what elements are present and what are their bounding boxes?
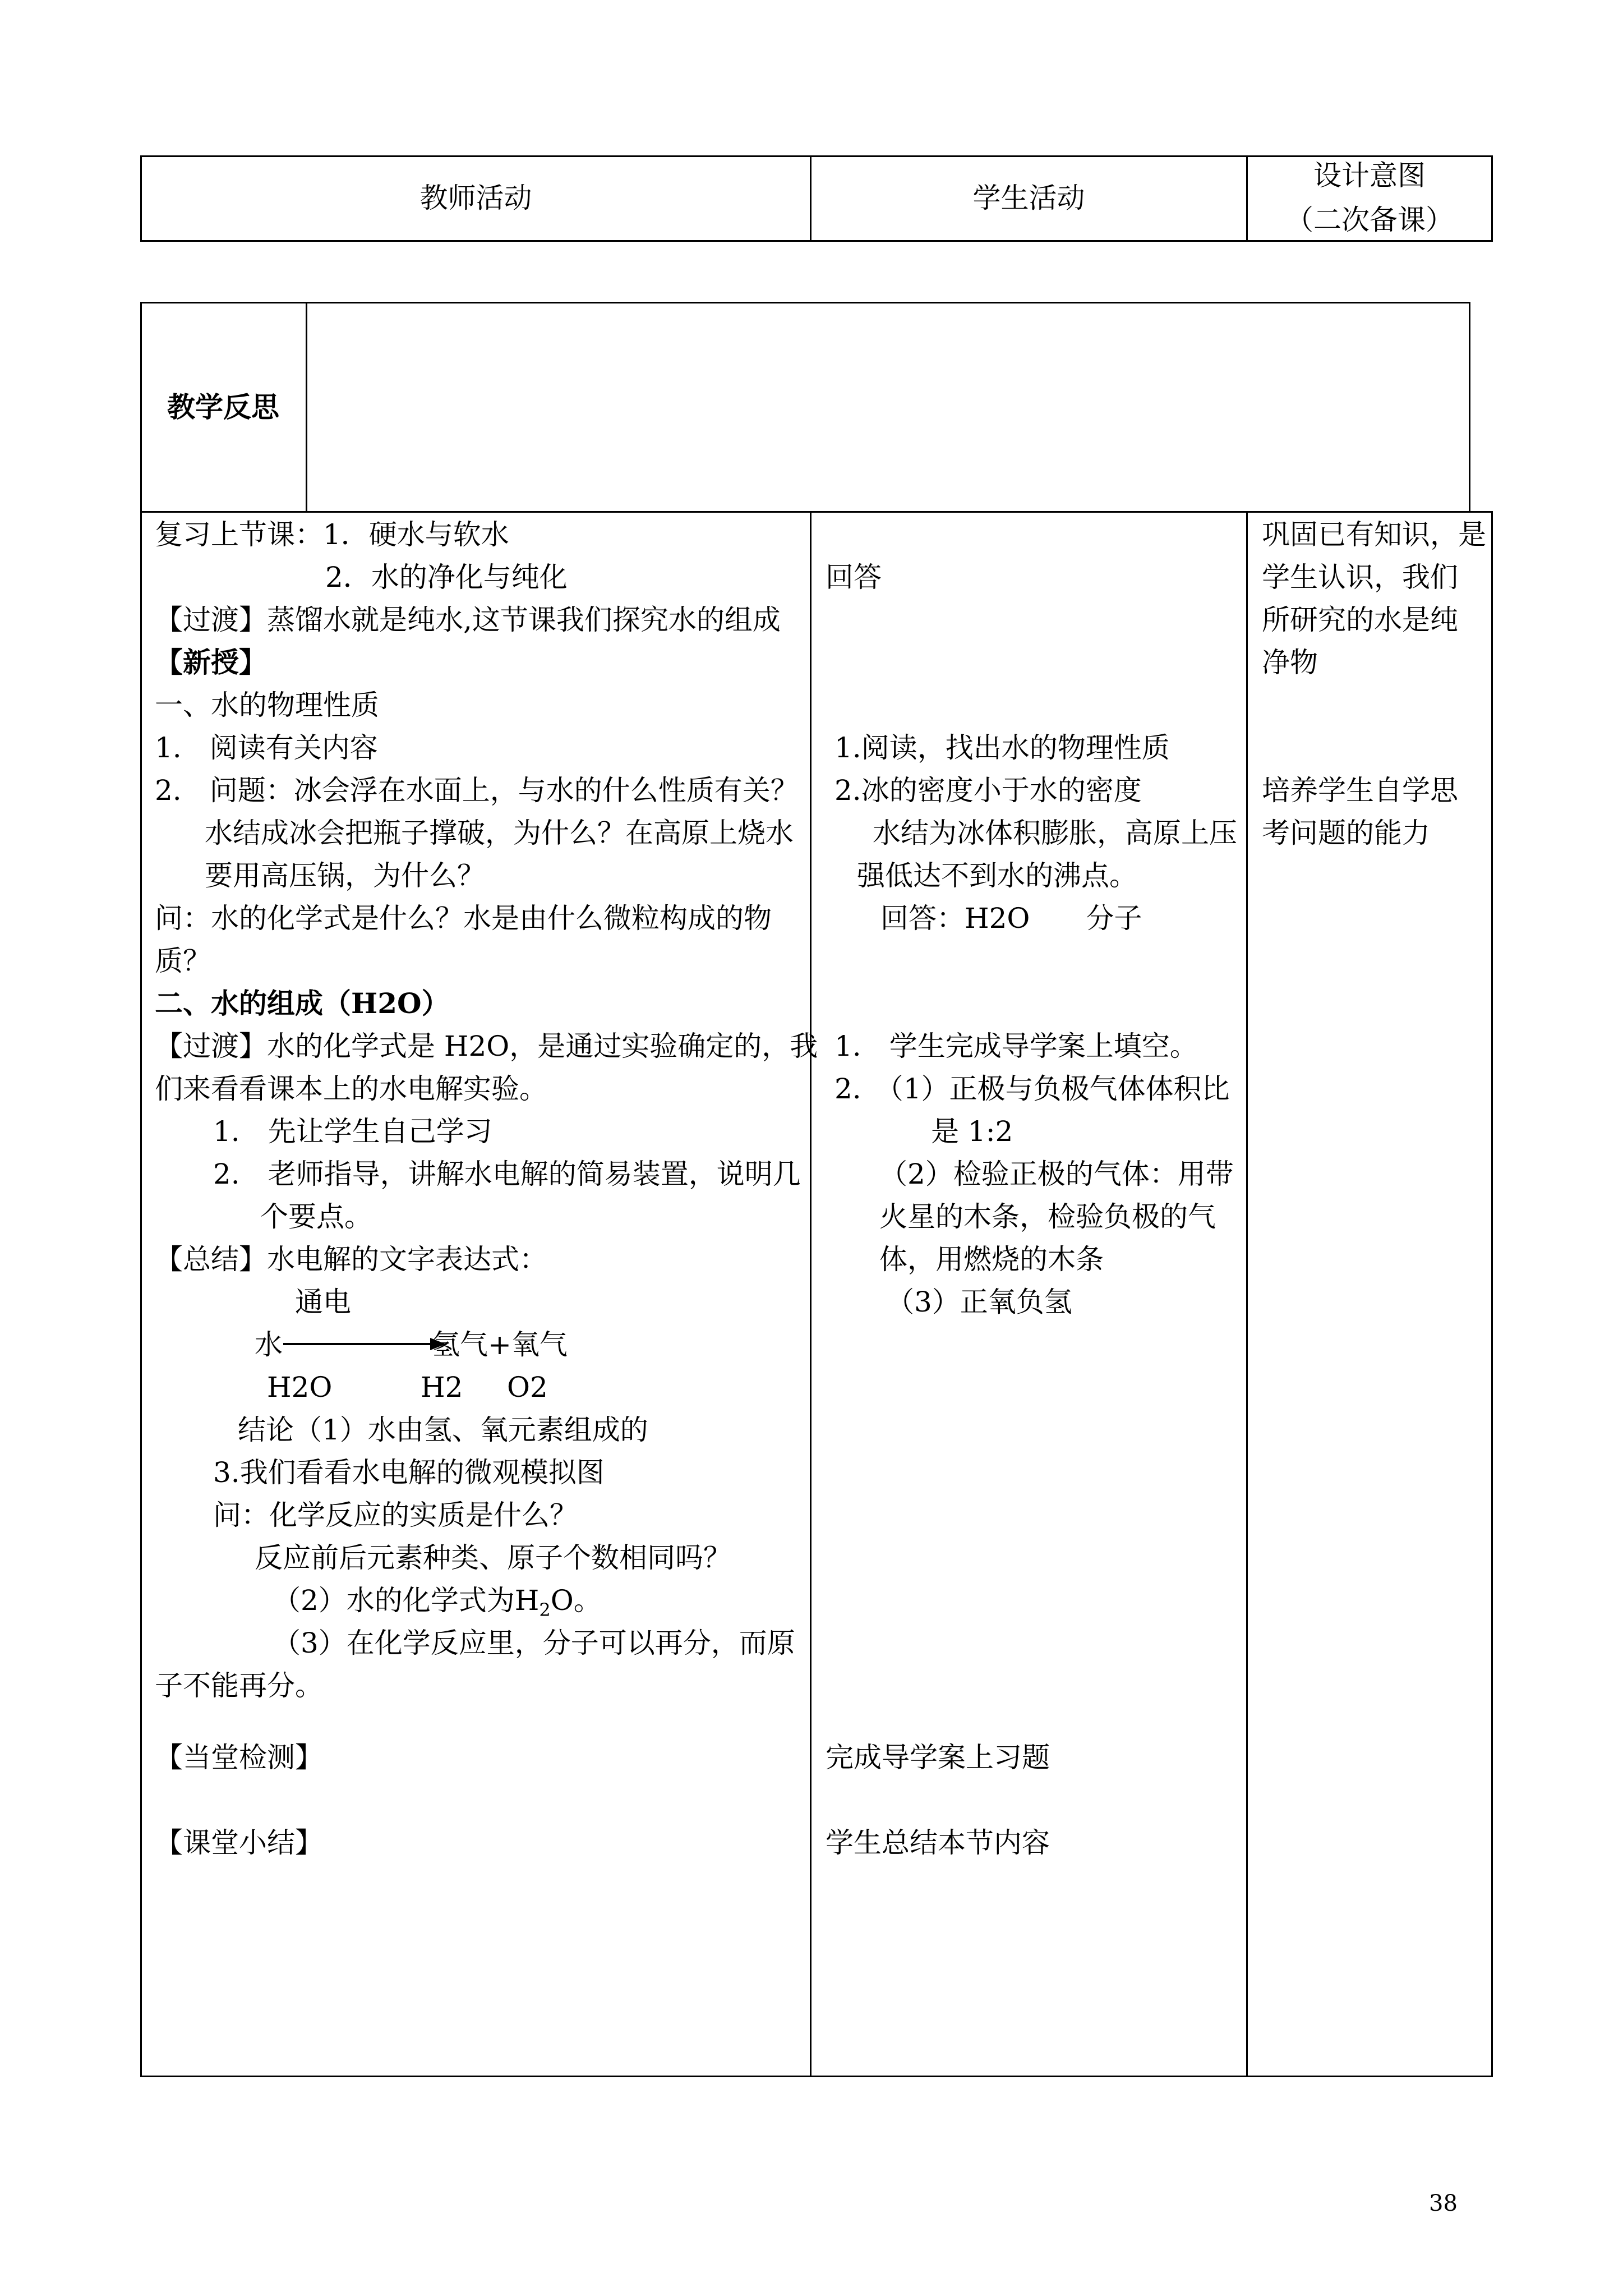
student-step-2-cont: 是 1:2 (931, 1115, 1013, 1148)
student-answer-formula: 回答：H2O 分子 (880, 902, 1142, 935)
design-line-4: 净物 (1262, 646, 1318, 679)
teacher-step-1: 1. 先让学生自己学习 (213, 1115, 492, 1148)
student-item-2-cont-1: 水结为冰体积膨胀，高原上压 (873, 817, 1237, 849)
reactant-water: 水 (255, 1328, 283, 1361)
conclusion-3-line-1: （3）在化学反应里，分子可以再分，而原 (273, 1627, 795, 1659)
student-item-2: 2.冰的密度小于水的密度 (834, 774, 1142, 807)
transition-2-line-1: 【过渡】水的化学式是 H2O，是通过实验确定的，我 (155, 1030, 818, 1062)
summary-heading: 【总结】水电解的文字表达式： (155, 1243, 547, 1276)
student-step-2: 2. （1）正极与负极气体体积比 (834, 1073, 1230, 1105)
page-number: 38 (1429, 2191, 1458, 2216)
student-item-2-cont-2: 强低达不到水的沸点。 (857, 859, 1137, 892)
design-line-5: 培养学生自学思 (1262, 774, 1458, 807)
subscript-2: 2 (539, 1599, 551, 1621)
transition-2-line-2: 们来看看课本上的水电解实验。 (155, 1073, 547, 1105)
question-conservation: 反应前后元素种类、原子个数相同吗？ (255, 1542, 731, 1574)
conclusion-1: 结论（1）水由氢、氧元素组成的 (238, 1414, 648, 1446)
new-lesson-heading: 【新授】 (155, 646, 267, 679)
section-1-heading: 一、水的物理性质 (155, 689, 379, 721)
conclusion-3-line-2: 子不能再分。 (155, 1669, 323, 1702)
student-item-1: 1.阅读，找出水的物理性质 (834, 731, 1170, 764)
formula-h2o: H2O (267, 1371, 333, 1404)
transition-1: 【过渡】蒸馏水就是纯水,这节课我们探究水的组成 (155, 604, 781, 636)
student-exercise: 完成导学案上习题 (826, 1741, 1050, 1774)
formula-o2: O2 (507, 1371, 548, 1404)
header-design-line2: （二次备课） (1285, 204, 1454, 236)
design-line-6: 考问题的能力 (1262, 817, 1430, 849)
teacher-step-2-cont: 个要点。 (260, 1200, 372, 1233)
student-summary: 学生总结本节内容 (826, 1826, 1050, 1859)
teacher-item-2-cont-1: 水结成冰会把瓶子撑破，为什么？在高原上烧水 (205, 817, 794, 849)
header-design-line1: 设计意图 (1313, 159, 1426, 192)
conclusion-2-end: O。 (550, 1584, 602, 1617)
teacher-item-2: 2. 问题：冰会浮在水面上，与水的什么性质有关？ (155, 774, 799, 807)
student-answer: 回答 (826, 561, 882, 593)
header-student: 学生活动 (972, 182, 1085, 214)
student-step-1: 1. 学生完成导学案上填空。 (834, 1030, 1198, 1062)
design-line-2: 学生认识，我们 (1262, 561, 1458, 593)
design-line-1: 巩固已有知识，是 (1262, 518, 1486, 551)
products: 氢气+氧气 (432, 1328, 568, 1361)
condition-label: 通电 (295, 1286, 351, 1318)
teacher-item-1: 1. 阅读有关内容 (155, 731, 378, 764)
design-line-3: 所研究的水是纯 (1262, 604, 1458, 636)
section-2-heading: 二、水的组成（H2O） (155, 987, 450, 1020)
student-step-2-test-1: （2）检验正极的气体：用带 (879, 1158, 1234, 1190)
class-summary: 【课堂小结】 (155, 1826, 323, 1859)
reaction-arrow (283, 1337, 446, 1351)
question-essence: 问：化学反应的实质是什么？ (213, 1499, 578, 1531)
teacher-step-2: 2. 老师指导，讲解水电解的简易装置，说明几 (213, 1158, 801, 1190)
conclusion-2-text: （2）水的化学式为H (273, 1584, 540, 1617)
reflection-label: 教学反思 (167, 390, 279, 424)
student-step-2-test-3: 体，用燃烧的木条 (879, 1243, 1104, 1276)
header-teacher: 教师活动 (419, 182, 532, 214)
student-step-2-test-2: 火星的木条，检验负极的气 (879, 1200, 1216, 1233)
formula-h2: H2 (421, 1371, 463, 1404)
teacher-step-3: 3.我们看看水电解的微观模拟图 (213, 1456, 605, 1489)
question-line-1: 问：水的化学式是什么？水是由什么微粒构成的物 (155, 902, 772, 935)
review-line-1: 复习上节课：1．硬水与软水 (155, 518, 509, 551)
student-step-2-mnemonic: （3）正氧负氢 (886, 1286, 1072, 1318)
teacher-item-2-cont-2: 要用高压锅，为什么？ (205, 859, 485, 892)
review-line-2: 2．水的净化与纯化 (325, 561, 568, 593)
question-line-2: 质？ (155, 945, 211, 977)
in-class-check: 【当堂检测】 (155, 1741, 323, 1774)
